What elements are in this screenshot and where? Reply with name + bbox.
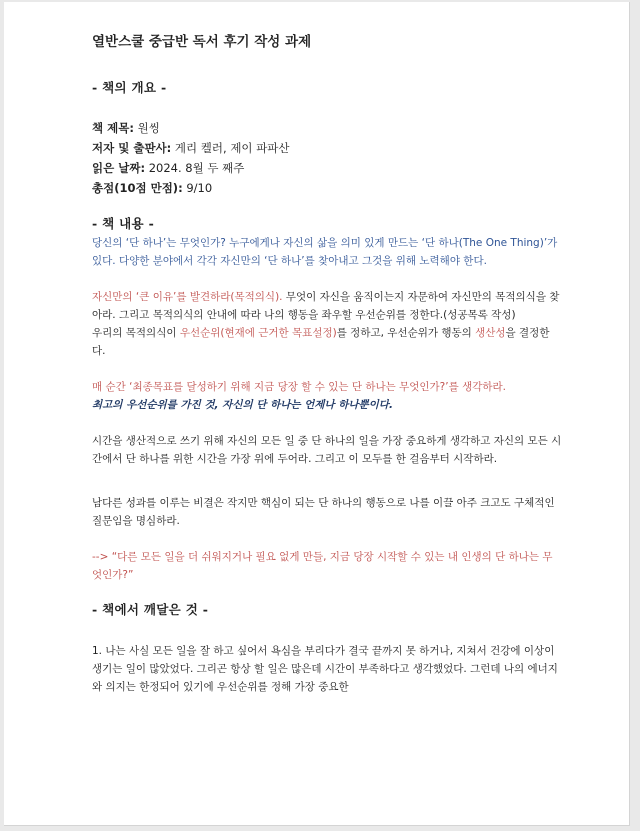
book-info-row-date: 읽은 날짜: 2024. 8월 두 째주: [92, 161, 245, 175]
learned-paragraph-1: 1. 나는 사실 모든 일을 잘 하고 싶어서 욕심을 부리다가 결국 끝까지 못 하거나, 지쳐서 건강에 이상이 생기는 일이 많았었다. 그리곤 항상 할 일은 많은데 시간이 부족하다고 생각했었다. 그런데 나의 에너지와 의지는 한정되어 있기에 우선순위를 정해 가장 중요한: [92, 645, 558, 693]
book-info-row-score: 총점(10점 만점): 9/10: [92, 181, 213, 195]
section-heading-content: - 책 내용 -: [92, 216, 155, 231]
section-heading-learned: - 책에서 깨달은 것 -: [92, 602, 209, 617]
content-paragraph-4-emphasis: 최고의 우선순위를 가진 것, 자신의 단 하나는 언제나 하나뿐이다.: [92, 399, 393, 411]
content-paragraph-7: --> “다른 모든 일을 더 쉬워지거나 필요 없게 만들, 지금 당장 시작할 수 있는 내 인생의 단 하나는 무엇인가?”: [92, 551, 553, 581]
section-heading-overview: - 책의 개요 -: [92, 80, 167, 95]
content-paragraph-4: 매 순간 ‘최종목표를 달성하기 위해 지금 당장 할 수 있는 단 하나는 무엇인가?’를 생각하라.: [92, 381, 506, 393]
book-info-row-author: 저자 및 출판사: 게리 켈러, 제이 파파산: [92, 141, 290, 155]
content-paragraph-1: 당신의 ‘단 하나’는 무엇인가? 누구에게나 자신의 삶을 의미 있게 만드는 ‘단 하나(The One Thing)’가 있다. 다양한 분야에서 각각 자신만의 ‘단 하나’를 찾아내고 그것을 위해 노력해야 한다.: [92, 237, 558, 267]
content-paragraph-5: 시간을 생산적으로 쓰기 위해 자신의 모든 일 중 단 하나의 일을 가장 중요하게 생각하고 자신의 모든 시간에서 단 하나를 위한 시간을 가장 위에 두어라. 그리고 이 모두를 한 걸음부터 시작하라.: [92, 435, 562, 465]
content-paragraph-3: 우리의 목적의식이 우선순위(현재에 근거한 목표설정)를 정하고, 우선순위가 행동의 생산성을 결정한다.: [92, 327, 550, 357]
content-paragraph-2: 자신만의 ‘큰 이유’를 발견하라(목적의식). 무엇이 자신을 움직이는지 자문하여 자신만의 목적의식을 찾아라. 그리고 목적의식의 안내에 따라 나의 행동을 좌우할 우선순위를 정한다.(성공목록 작성): [92, 291, 560, 321]
document-title: 열반스쿨 중급반 독서 후기 작성 과제: [92, 34, 312, 50]
document-page: [4, 2, 630, 826]
document-body: [92, 32, 562, 696]
content-paragraph-6: 남다른 성과를 이루는 비결은 작지만 핵심이 되는 단 하나의 행동으로 나를 이끌 아주 크고도 구체적인 질문임을 명심하라.: [92, 497, 555, 527]
book-info-row-title: 책 제목: 원씽: [92, 121, 160, 135]
book-info: [92, 118, 562, 198]
